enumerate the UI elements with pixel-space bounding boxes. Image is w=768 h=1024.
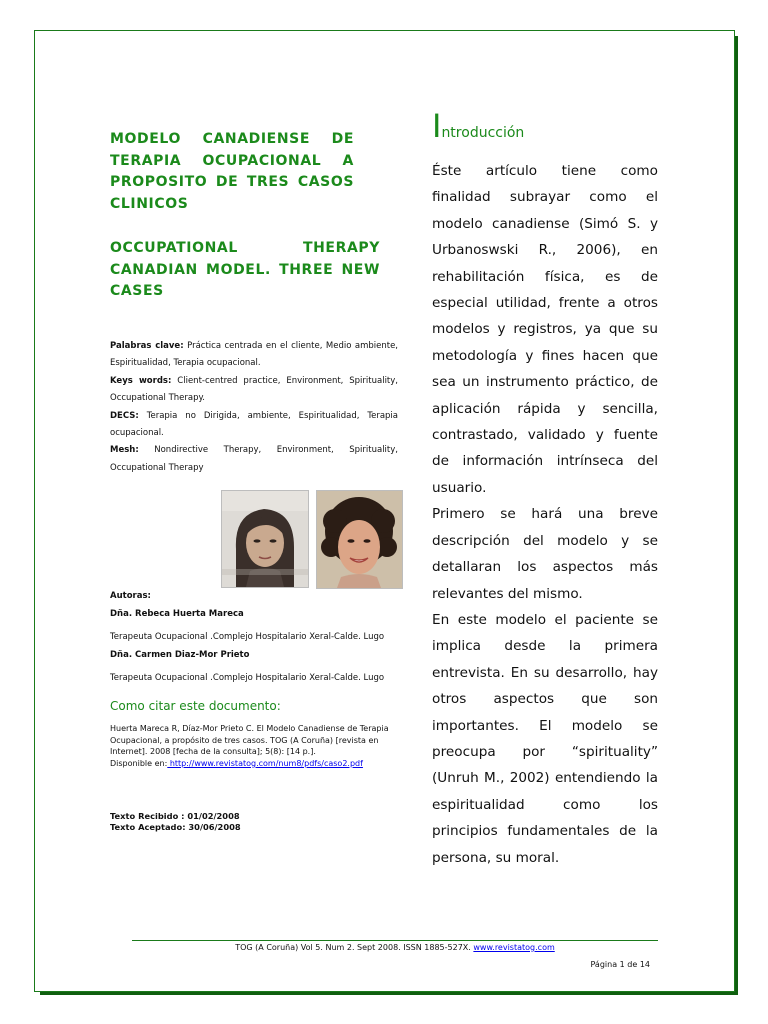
intro-dropcap: I xyxy=(432,107,442,145)
page-border-shadow-right xyxy=(735,36,738,994)
author-photo-2-image xyxy=(317,491,402,588)
keywords-keys xyxy=(110,376,398,403)
keywords-block xyxy=(110,338,398,477)
citation-text: Huerta Mareca R, Díaz-Mor Prieto C. El Modelo Canadiense de Terapia Ocupacional, a propósito de tres casos. TOG (A Coruña) [revista en Internet]. 2008 [fecha de la consulta]; 5(8): [14 p.]. xyxy=(110,724,389,757)
keywords-decs xyxy=(110,411,398,438)
footer-rule xyxy=(132,940,658,941)
page-border-shadow-bottom xyxy=(40,992,738,995)
date-received: Texto Recibido : 01/02/2008 xyxy=(110,811,240,821)
intro-paragraph-1: Éste artículo tiene como finalidad subrayar como el modelo canadiense (Simó S. y Urbanoswski R., 2006), en rehabilitación física, es de especial utilidad, frente a otros modelos y registros, ya que su metodología y fines hacen que sea un instrumento práctico, de aplicación rápida y sencilla, contrastado, validado y fuente de información intrínseca del usuario. xyxy=(432,163,658,496)
author-2-name: Dña. Carmen Diaz-Mor Prieto xyxy=(110,649,250,660)
intro-body xyxy=(432,158,658,871)
intro-paragraph-2: Primero se hará una breve descripción del modelo y se detallaran los aspectos más relevantes del mismo. xyxy=(432,506,658,602)
keywords-mesh xyxy=(110,445,398,472)
page-number: Página 1 de 14 xyxy=(590,960,650,969)
title-english: OCCUPATIONAL THERAPY CANADIAN MODEL. THREE NEW CASES xyxy=(110,240,380,299)
dates-block xyxy=(110,811,360,833)
intro-paragraph-3: En este modelo el paciente se implica desde la primera entrevista. En su desarrollo, hay otros aspectos que son importantes. El modelo se preocupa por “spirituality” (Unruh M., 2002) entendiendo la espiritualidad como los principios fundamentales de la persona, su moral. xyxy=(432,611,658,866)
citation-text-block xyxy=(110,723,400,769)
intro-heading xyxy=(432,108,652,144)
palabras-text: Práctica centrada en el cliente, Medio ambiente, Espiritualidad, Terapia ocupacional. xyxy=(110,341,399,369)
author-1-name: Dña. Rebeca Huerta Mareca xyxy=(110,608,244,619)
citation-link[interactable]: http://www.revistatog.com/num8/pdfs/caso2.pdf xyxy=(167,758,363,768)
authors-heading: Autoras: xyxy=(110,591,151,601)
footer-text: TOG (A Coruña) Vol 5. Num 2. Sept 2008. ISSN 1885-527X. xyxy=(235,943,474,952)
authors-block xyxy=(110,588,410,688)
author-photo-1-image xyxy=(222,491,308,587)
palabras-label: Palabras clave: xyxy=(110,341,184,351)
footer-link[interactable]: www.revistatog.com xyxy=(473,943,555,952)
footer-journal-info xyxy=(132,943,658,952)
author-2-affiliation: Terapeuta Ocupacional .Complejo Hospitalario Xeral-Calde. Lugo xyxy=(110,673,385,683)
author-photo-1 xyxy=(221,490,309,588)
author-photo-2 xyxy=(316,490,403,589)
decs-text: Terapia no Dirigida, ambiente, Espiritualidad, Terapia ocupacional. xyxy=(110,410,398,439)
mesh-label: Mesh: xyxy=(110,445,139,456)
date-accepted: Texto Aceptado: 30/06/2008 xyxy=(110,822,241,832)
citation-heading: Como citar este documento: xyxy=(110,699,281,713)
keywords-palabras xyxy=(110,341,398,368)
keys-label: Keys words: xyxy=(110,375,172,386)
author-1-affiliation: Terapeuta Ocupacional .Complejo Hospitalario Xeral-Calde. Lugo xyxy=(110,632,385,642)
decs-label: DECS: xyxy=(110,410,139,421)
citation-available-label: Disponible en: xyxy=(110,758,168,768)
title-spanish: MODELO CANADIENSE DE TERAPIA OCUPACIONAL A PROPOSITO DE TRES CASOS CLINICOS xyxy=(110,131,354,212)
intro-heading-text: ntroducción xyxy=(441,125,525,141)
keys-text: Client-centred practice, Environment, Spirituality, Occupational Therapy. xyxy=(110,375,398,404)
mesh-text: Nondirective Therapy, Environment, Spirituality, Occupational Therapy xyxy=(110,445,398,473)
